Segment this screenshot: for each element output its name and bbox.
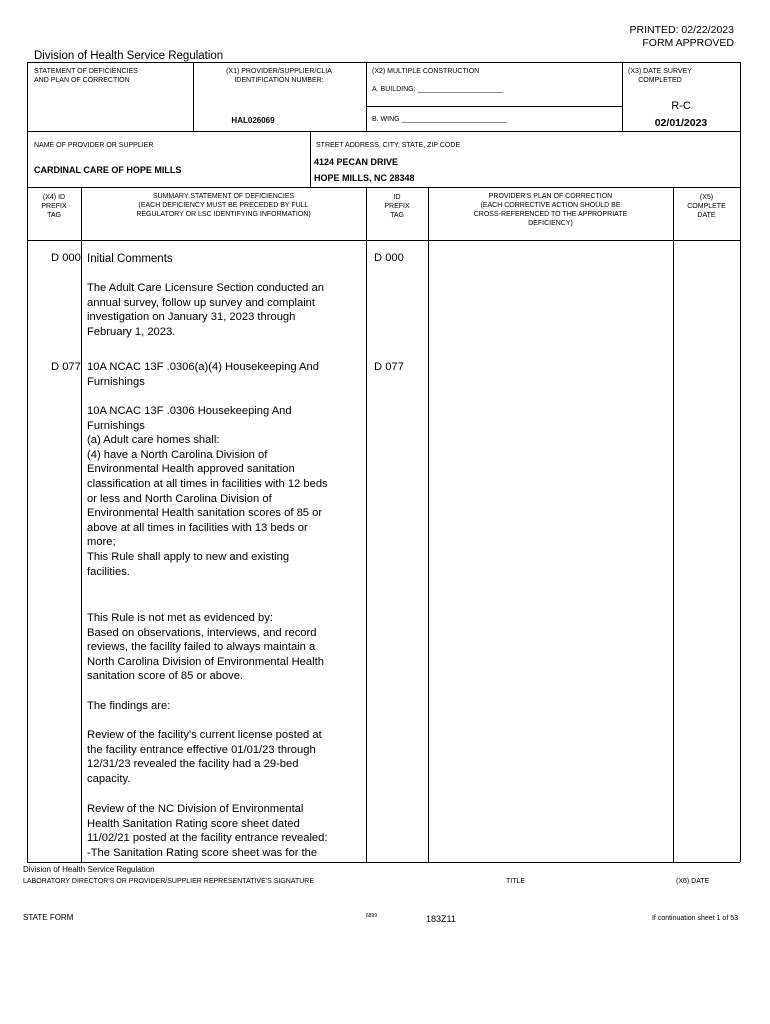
- x3-rc: R-C: [671, 100, 691, 112]
- entry-paragraph: The Adult Care Licensure Section conducted an annual survey, follow up survey and complaint investigation on January 31, 2023 through February 1, 2023.: [87, 282, 324, 338]
- division-title: Division of Health Service Regulation: [34, 50, 224, 62]
- id-label: ID PREFIX TAG: [384, 194, 410, 219]
- continuation-note: If continuation sheet 1 of 53: [651, 915, 738, 922]
- building-label: A. BUILDING: ______________________: [372, 86, 504, 93]
- provider-label: NAME OF PROVIDER OR SUPPLIER: [34, 142, 154, 149]
- title-label: TITLE: [506, 878, 526, 885]
- entry-paragraph: 10A NCAC 13F .0306 Housekeeping And Furnishings (a) Adult care homes shall: (4) have a North Carolina Division of Environmental Health approved sanitation classification at all times in facilities with 12 beds or less and North Carolina Division of Environmental Health sanitation scores of 85 or above at all times in facilities with 13 beds or more; This Rule shall apply to new and existing facilities.: [87, 405, 328, 578]
- form-approved: FORM APPROVED: [642, 37, 734, 49]
- x3-date: 02/01/2023: [654, 117, 708, 129]
- footer-division: Division of Health Service Regulation: [23, 865, 155, 874]
- signature-label: LABORATORY DIRECTOR'S OR PROVIDER/SUPPLIER REPRESENTATIVE'S SIGNATURE: [23, 878, 315, 885]
- x3-label: (X3) DATE SURVEY COMPLETED: [628, 68, 692, 84]
- entry-paragraph: Review of the NC Division of Environmental Health Sanitation Rating score sheet dated 11/02/21 posted at the facility entrance revealed: -The Sanitation Rating score sheet was for the: [87, 803, 328, 859]
- x2-label: (X2) MULTIPLE CONSTRUCTION: [372, 68, 480, 75]
- entry-paragraph: The findings are:: [87, 700, 171, 712]
- prefix-tag: D 077: [51, 361, 81, 373]
- provider-name: CARDINAL CARE OF HOPE MILLS: [34, 165, 182, 175]
- statement-label: STATEMENT OF DEFICIENCIES AND PLAN OF CORRECTION: [34, 68, 138, 84]
- wing-label: B. WING ___________________________: [372, 116, 507, 123]
- form-id: 183Z11: [426, 914, 456, 924]
- entry-heading: Initial Comments: [87, 253, 173, 265]
- entry-heading: 10A NCAC 13F .0306(a)(4) Housekeeping And Furnishings: [87, 361, 319, 388]
- address-label: STREET ADDRESS, CITY, STATE, ZIP CODE: [316, 142, 461, 149]
- printed-date: PRINTED: 02/22/2023: [629, 24, 734, 36]
- form-code: 6899: [366, 913, 378, 919]
- plan-label: PROVIDER'S PLAN OF CORRECTION (EACH CORRECTIVE ACTION SHOULD BE CROSS-REFERENCED TO THE APPROPRIATE DEFICIENCY): [473, 193, 628, 227]
- address-line2: HOPE MILLS, NC 28348: [314, 173, 415, 183]
- address-line1: 4124 PECAN DRIVE: [314, 157, 399, 167]
- summary-label: SUMMARY STATEMENT OF DEFICIENCIES (EACH DEFICIENCY MUST BE PRECEDED BY FULL REGULATORY OR LSC IDENTIFYING INFORMATION): [136, 193, 311, 218]
- x6-date-label: (X6) DATE: [676, 878, 710, 885]
- x5-label: (X5) COMPLETE DATE: [687, 194, 726, 219]
- id-prefix-tag: D 000: [374, 252, 404, 264]
- x1-value: HAL026069: [231, 116, 275, 125]
- entry-paragraph: This Rule is not met as evidenced by: Based on observations, interviews, and record reviews, the facility failed to always maintain a North Carolina Division of Environmental Health sanitation score of 85 or above.: [87, 612, 324, 683]
- x4-label: (X4) ID PREFIX TAG: [41, 194, 67, 219]
- state-form-label: STATE FORM: [23, 913, 74, 922]
- x1-label: (X1) PROVIDER/SUPPLIER/CLIA IDENTIFICATION NUMBER:: [226, 68, 332, 84]
- id-prefix-tag: D 077: [374, 361, 404, 373]
- entry-paragraph: Review of the facility's current license posted at the facility entrance effective 01/01/23 through 12/31/23 revealed the facility had a 29-bed capacity.: [87, 729, 322, 785]
- prefix-tag: D 000: [51, 252, 81, 264]
